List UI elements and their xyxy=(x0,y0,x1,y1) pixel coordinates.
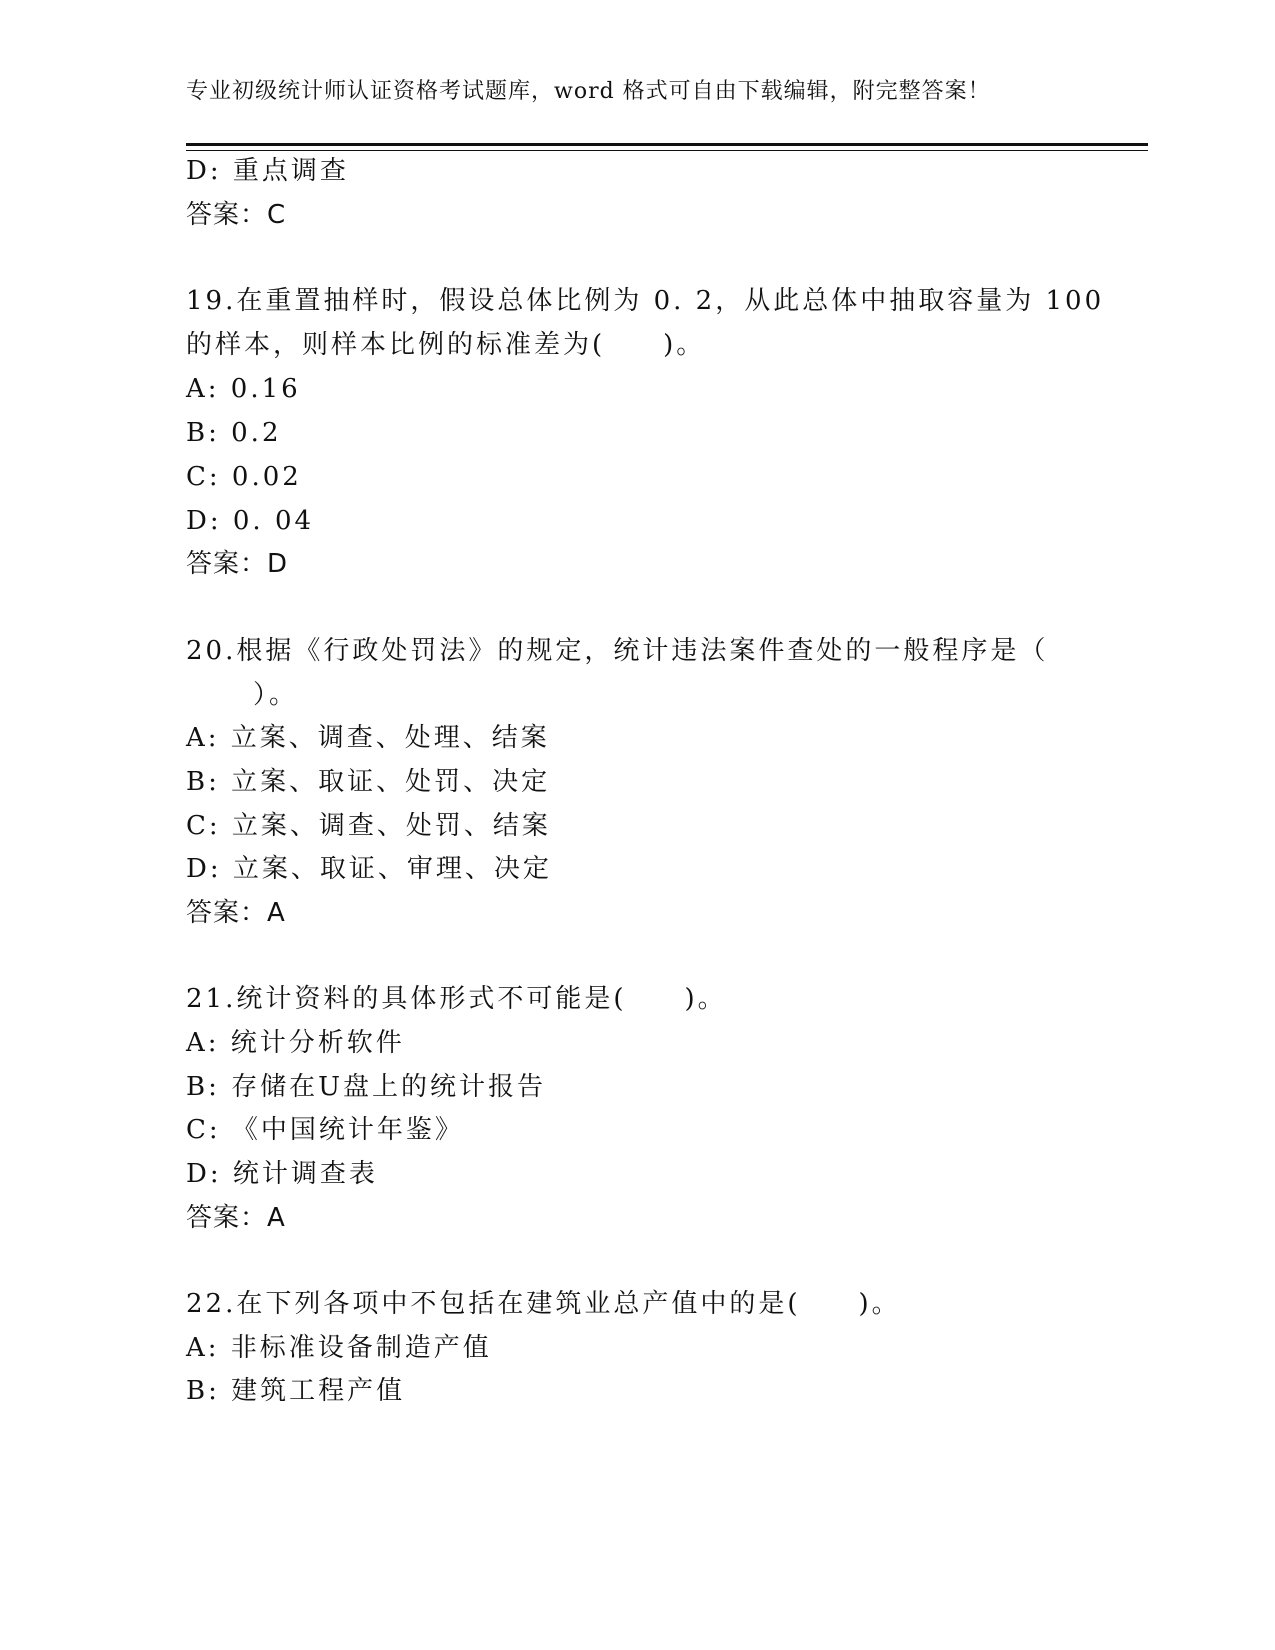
q22-option-b: B: 建筑工程产值 xyxy=(186,1376,406,1406)
q19-stem-line2: 的样本，则样本比例的标准差为( )。 xyxy=(186,330,706,360)
q19-stem-line1: 19.在重置抽样时，假设总体比例为 0. 2，从此总体中抽取容量为 100 xyxy=(186,286,1105,316)
q20-option-d: D: 立案、取证、审理、决定 xyxy=(186,854,552,884)
page-header: 专业初级统计师认证资格考试题库，word 格式可自由下载编辑，附完整答案！ xyxy=(186,79,991,104)
q20-option-a: A: 立案、调查、处理、结案 xyxy=(186,723,550,753)
q21-stem-line1: 21.统计资料的具体形式不可能是( )。 xyxy=(186,984,727,1014)
q22-option-a: A: 非标准设备制造产值 xyxy=(186,1333,492,1363)
q20-option-b: B: 立案、取证、处罚、决定 xyxy=(186,767,551,797)
q19-answer: 答案：D xyxy=(186,549,289,579)
q19-option-d: D: 0. 04 xyxy=(186,506,315,536)
q21-option-d: D: 统计调查表 xyxy=(186,1159,378,1189)
q21-option-b: B: 存储在U盘上的统计报告 xyxy=(186,1072,547,1102)
q21-answer: 答案：A xyxy=(186,1203,286,1233)
q19-option-c: C: 0.02 xyxy=(186,462,302,492)
prev-option-d: D: 重点调查 xyxy=(186,156,349,186)
q22-stem-line1: 22.在下列各项中不包括在建筑业总产值中的是( )。 xyxy=(186,1289,901,1319)
prev-answer: 答案：C xyxy=(186,200,287,230)
q19-option-b: B: 0.2 xyxy=(186,418,282,448)
q20-answer: 答案：A xyxy=(186,898,286,928)
q21-option-c: C: 《中国统计年鉴》 xyxy=(186,1115,464,1145)
header-rule-thin xyxy=(186,150,1148,151)
header-rule-thick xyxy=(186,143,1148,146)
q19-option-a: A: 0.16 xyxy=(186,374,301,404)
q20-stem-line2: ）。 xyxy=(253,680,299,710)
q20-option-c: C: 立案、调查、处罚、结案 xyxy=(186,811,551,841)
q21-option-a: A: 统计分析软件 xyxy=(186,1028,405,1058)
q20-stem-line1: 20.根据《行政处罚法》的规定，统计违法案件查处的一般程序是（ xyxy=(186,636,1049,666)
